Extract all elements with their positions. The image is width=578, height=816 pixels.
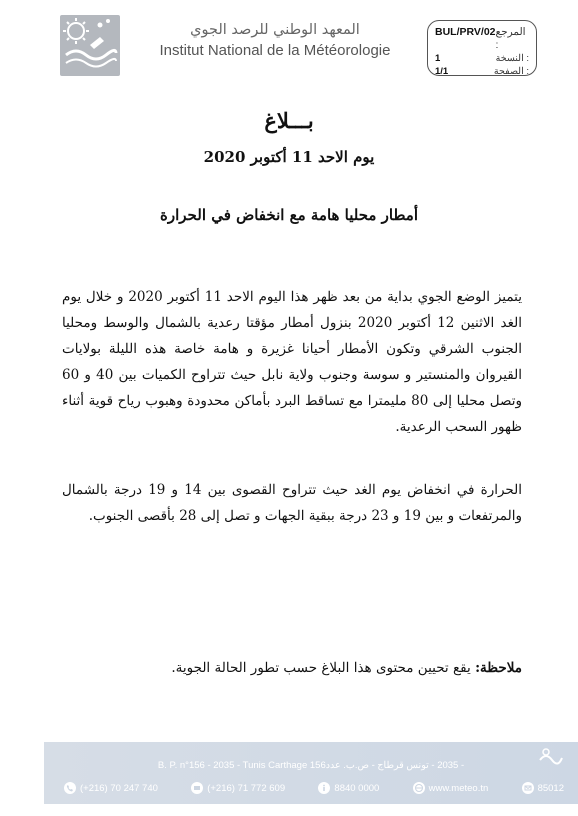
mail-icon — [522, 782, 534, 794]
footer-address-fr: B. P. n°156 - 2035 - Tunis Carthage — [157, 760, 308, 771]
info-icon — [318, 782, 330, 794]
page-label: الصفحة : — [493, 66, 529, 77]
footer — [44, 742, 578, 804]
note-text: يقع تحيين محتوى هذا البلاغ حسب تطور الحالة الجوية. — [171, 660, 476, 676]
document-subtitle: أمطار محليا هامة مع انخفاض في الحرارة — [160, 206, 418, 224]
footer-contacts — [64, 782, 564, 794]
footer-code: 85012 — [522, 782, 564, 794]
document-date: يوم الاحد 11 أكتوبر 2020 — [203, 148, 375, 166]
footer-website[interactable]: www.meteo.tn — [413, 782, 489, 794]
reference-box — [427, 20, 537, 76]
phone-icon — [64, 782, 76, 794]
fax-icon — [191, 782, 203, 794]
footer-address — [44, 760, 578, 771]
reference-value: BUL/PRV/02 — [435, 26, 496, 38]
institute-name-fr: Institut National de la Météorologie — [159, 42, 391, 59]
footer-phone: (+216) 70 247 740 — [64, 782, 158, 794]
document-title: بـــلاغ — [264, 108, 314, 133]
footer-fax: (+216) 71 772 609 — [191, 782, 285, 794]
paragraph-rain-forecast: يتميز الوضع الجوي بداية من بعد ظهر هذا اليوم الاحد 11 أكتوبر 2020 و خلال يوم الغد الاثنين 12 أكتوبر 2020 بنزول أمطار مؤقتا رعدية بالشمال والوسط ومحليا الجنوب الشرقي وتكون الأمطار أحيانا غزيرة و هامة خاصة هذه الليلة بولايات القيروان والمنستير و سوسة وجنوب ولاية نابل حيث تتراوح الكميات بين 40 و 60 وتصل محليا إلى 80 مليمترا مع تساقط البرد بأماكن محدودة وهبوب رياح قوية أثناء ظهور السحب الرعدية. — [62, 289, 523, 435]
reference-label: المرجع : — [495, 26, 526, 51]
copy-label: النسخة : — [495, 53, 529, 64]
copy-value: 1 — [435, 53, 441, 64]
note-label: ملاحظة: — [475, 660, 522, 676]
footer-number: 8840 0000 — [318, 782, 379, 794]
note — [62, 660, 522, 676]
page-value: 1/1 — [435, 66, 449, 77]
institute-header — [140, 22, 410, 59]
institute-name-ar: المعهد الوطني للرصد الجوي — [190, 22, 360, 38]
institute-logo — [60, 15, 120, 76]
paragraph-temperature: الحرارة في انخفاض يوم الغد حيث تتراوح القصوى بين 14 و 19 درجة بالشمال والمرتفعات و بين 19 و 23 درجة ببقية الجهات و تصل إلى 28 بأقصى الجنوب. — [62, 482, 523, 524]
footer-address-ar: - 2035 - تونس قرطاج - ص.ب. عدد156 — [309, 760, 465, 771]
globe-icon — [413, 782, 425, 794]
